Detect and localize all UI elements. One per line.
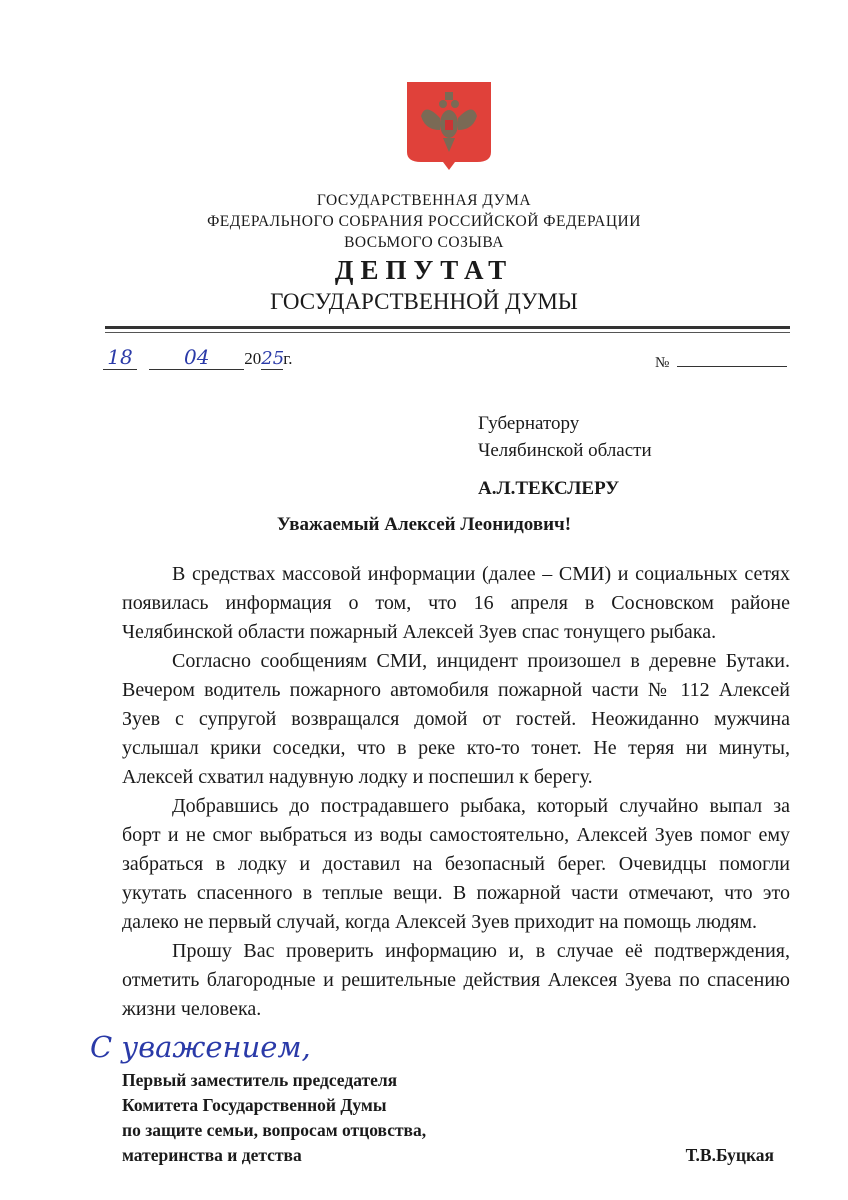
date-month: 04 — [149, 345, 244, 370]
paragraph: Прошу Вас проверить информацию и, в случае её подтверждения, отметить благородные и решительные действия Алексея Зуева по спасению жизни человека. — [122, 940, 790, 1020]
position-line: по защите семьи, вопросам отцовства, — [122, 1120, 427, 1140]
date-suffix: г. — [283, 349, 293, 368]
paragraph: Добравшись до пострадавшего рыбака, который случайно выпал за борт и не смог выбраться из воды самостоятельно, Алексей Зуев помог ему забраться в лодку и доставил на безопасный берег. Очевидцы помогли укутать спасенного в теплые вещи. В пожарной части отмечают, что это далеко не первый случай, когда Алексей Зуев приходит на помощь людям. — [122, 795, 790, 933]
letterhead-subtitle: ГОСУДАРСТВЕННОЙ ДУМЫ — [270, 289, 578, 314]
letterhead-line1: ГОСУДАРСТВЕННАЯ ДУМА — [316, 192, 532, 209]
document-date — [103, 345, 293, 370]
header-rule — [105, 326, 790, 329]
addressee-line2: Челябинской области — [478, 440, 652, 461]
date-year-suffix: 25 — [261, 348, 285, 369]
letterhead-title: ДЕПУТАТ — [334, 255, 514, 285]
header-rule-thin — [105, 332, 790, 333]
letter-body — [122, 560, 790, 1024]
greeting: Уважаемый Алексей Леонидович! — [276, 514, 572, 535]
number-label: № — [655, 355, 670, 371]
addressee-line1: Губернатору — [478, 413, 580, 434]
number-field — [677, 350, 787, 367]
signature-block — [122, 1068, 790, 1168]
position-line: материнства и детства — [122, 1145, 302, 1165]
letterhead-line3: ВОСЬМОГО СОЗЫВА — [344, 234, 504, 251]
date-year-prefix: 20 — [244, 349, 262, 368]
letterhead-organization — [0, 190, 848, 253]
handwritten-closing: С уважением, — [90, 1030, 311, 1064]
date-day: 18 — [103, 345, 137, 370]
signatory-name: Т.В.Буцкая — [685, 1145, 774, 1165]
document-number — [655, 350, 787, 372]
signatory-position — [122, 1068, 426, 1168]
addressee-name: А.Л.ТЕКСЛЕРУ — [478, 478, 620, 499]
coat-of-arms-emblem — [407, 82, 491, 170]
position-line: Комитета Государственной Думы — [122, 1095, 387, 1115]
letter-content — [90, 560, 790, 1168]
paragraph: Согласно сообщениям СМИ, инцидент произошел в деревне Бутаки. Вечером водитель пожарного автомобиля пожарной части № 112 Алексей Зуев с супругой возвращался домой от гостей. Неожиданно мужчина услышал крики соседки, что в реке кто-то тонет. Не теряя ни минуты, Алексей схватил надувную лодку и поспешил к берегу. — [122, 650, 790, 788]
letterhead-line2: ФЕДЕРАЛЬНОГО СОБРАНИЯ РОССИЙСКОЙ ФЕДЕРАЦИИ — [207, 213, 641, 230]
paragraph: В средствах массовой информации (далее – СМИ) и социальных сетях появилась информация о том, что 16 апреля в Сосновском районе Челябинской области пожарный Алексей Зуев спас тонущего рыбака. — [122, 563, 790, 643]
position-line: Первый заместитель председателя — [122, 1070, 398, 1090]
